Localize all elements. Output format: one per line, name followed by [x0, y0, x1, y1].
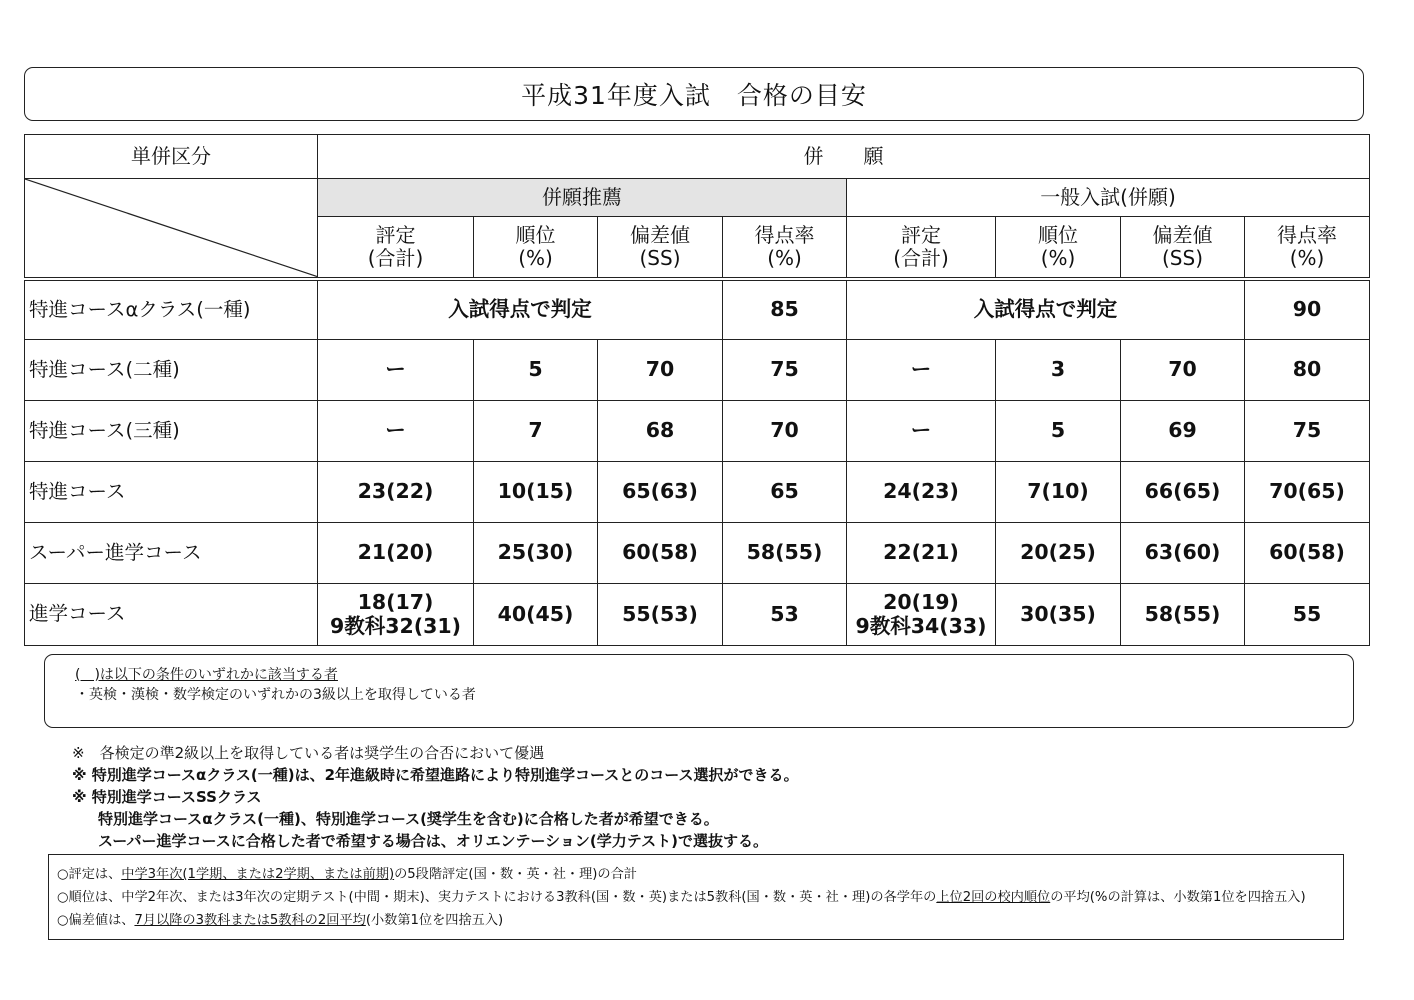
note-3: ※ 特別進学コースSSクラス	[72, 788, 262, 806]
diagonal-corner-cell	[25, 179, 318, 279]
col-header: 評定 (合計)	[318, 217, 474, 279]
table-cell: 22(21)	[847, 523, 996, 584]
heigan-label: 併 願	[318, 135, 1370, 179]
table-row	[25, 523, 1370, 584]
col-header: 偏差値 (SS)	[1121, 217, 1245, 279]
note-2: ※ 特別進学コースαクラス(一種)は、2年進級時に希望進路により特別進学コースとのコース選択ができる。	[72, 766, 799, 784]
notes	[72, 742, 1372, 852]
row-label: 特進コースαクラス(一種)	[25, 279, 318, 340]
table-cell: 69	[1121, 401, 1245, 462]
row-label: 進学コース	[25, 584, 318, 646]
col-header: 評定 (合計)	[847, 217, 996, 279]
row-alpha	[25, 279, 1370, 340]
table-cell: 7(10)	[996, 462, 1121, 523]
table-cell: 24(23)	[847, 462, 996, 523]
table-cell: 18(17) 9教科32(31)	[318, 584, 474, 646]
conditions-box	[44, 654, 1354, 728]
table-row	[25, 340, 1370, 401]
diagonal-line	[25, 179, 317, 277]
ippan-judge: 入試得点で判定	[847, 279, 1245, 340]
ippan-rate: 90	[1245, 279, 1370, 340]
table-cell: 55	[1245, 584, 1370, 646]
table-cell: 65(63)	[598, 462, 723, 523]
table-cell: 21(20)	[318, 523, 474, 584]
conditions-body: ・英検・漢検・数学検定のいずれかの3級以上を取得している者	[75, 687, 476, 703]
definitions-box	[48, 854, 1344, 940]
row-label: 特進コース	[25, 462, 318, 523]
header-row-1	[25, 135, 1370, 179]
table-cell: 70(65)	[1245, 462, 1370, 523]
table-cell: 40(45)	[474, 584, 598, 646]
row-label: 特進コース(二種)	[25, 340, 318, 401]
table-cell: 55(53)	[598, 584, 723, 646]
row-label: 特進コース(三種)	[25, 401, 318, 462]
table-row	[25, 584, 1370, 646]
table-cell: 10(15)	[474, 462, 598, 523]
table-cell: 23(22)	[318, 462, 474, 523]
table-row	[25, 462, 1370, 523]
note-3b: スーパー進学コースに合格した者で希望する場合は、オリエンテーション(学力テスト)で選抜する。	[98, 832, 768, 850]
table-cell: 66(65)	[1121, 462, 1245, 523]
col-header: 得点率 (%)	[1245, 217, 1370, 279]
table-cell: 65	[723, 462, 847, 523]
admission-criteria-table	[24, 134, 1370, 646]
definition-juni: ○順位は、中学2年次、または3年次の定期テスト(中間・期末)、実力テストにおける3教科(国・数・英)または5教科(国・数・英・社・理)の各学年の上位2回の校内順位の平均(%の計算は、小数第1位を四捨五入)	[57, 890, 1306, 905]
table-cell: 80	[1245, 340, 1370, 401]
note-1: ※ 各検定の準2級以上を取得している者は奨学生の合否において優遇	[72, 744, 545, 762]
category-label: 単併区分	[25, 135, 318, 179]
row-label: スーパー進学コース	[25, 523, 318, 584]
table-cell: 30(35)	[996, 584, 1121, 646]
group-suisen: 併願推薦	[318, 179, 847, 217]
col-header: 得点率 (%)	[723, 217, 847, 279]
table-cell: 75	[1245, 401, 1370, 462]
table-cell: ー	[847, 340, 996, 401]
table-cell: ー	[318, 401, 474, 462]
table-cell: 58(55)	[723, 523, 847, 584]
header-row-2	[25, 179, 1370, 217]
table-cell: 20(19) 9教科34(33)	[847, 584, 996, 646]
table-cell: 5	[474, 340, 598, 401]
col-header: 順位 (%)	[474, 217, 598, 279]
table-cell: 25(30)	[474, 523, 598, 584]
page-title: 平成31年度入試 合格の目安	[521, 81, 867, 110]
table-cell: 5	[996, 401, 1121, 462]
table-cell: 60(58)	[598, 523, 723, 584]
suisen-judge: 入試得点で判定	[318, 279, 723, 340]
table-cell: 20(25)	[996, 523, 1121, 584]
col-header: 偏差値 (SS)	[598, 217, 723, 279]
table-cell: 75	[723, 340, 847, 401]
table-cell: 3	[996, 340, 1121, 401]
definition-hyotei: ○評定は、中学3年次(1学期、または2学期、または前期)の5段階評定(国・数・英・社・理)の合計	[57, 867, 637, 882]
data-rows	[25, 340, 1370, 646]
definition-hensachi: ○偏差値は、7月以降の3教科または5教科の2回平均(小数第1位を四捨五入)	[57, 913, 504, 928]
table-cell: ー	[847, 401, 996, 462]
table-cell: 58(55)	[1121, 584, 1245, 646]
group-ippan: 一般入試(併願)	[847, 179, 1370, 217]
suisen-rate: 85	[723, 279, 847, 340]
table-cell: 53	[723, 584, 847, 646]
table-cell: 68	[598, 401, 723, 462]
table-cell: 70	[598, 340, 723, 401]
page-title-box	[24, 67, 1364, 121]
table-cell: 70	[723, 401, 847, 462]
table-cell: ー	[318, 340, 474, 401]
col-header: 順位 (%)	[996, 217, 1121, 279]
table-cell: 70	[1121, 340, 1245, 401]
table-cell: 60(58)	[1245, 523, 1370, 584]
table-cell: 63(60)	[1121, 523, 1245, 584]
conditions-head: ( )は以下の条件のいずれかに該当する者	[75, 667, 338, 683]
table-row	[25, 401, 1370, 462]
note-3a: 特別進学コースαクラス(一種)、特別進学コース(奨学生を含む)に合格した者が希望できる。	[98, 810, 719, 828]
table-cell: 7	[474, 401, 598, 462]
